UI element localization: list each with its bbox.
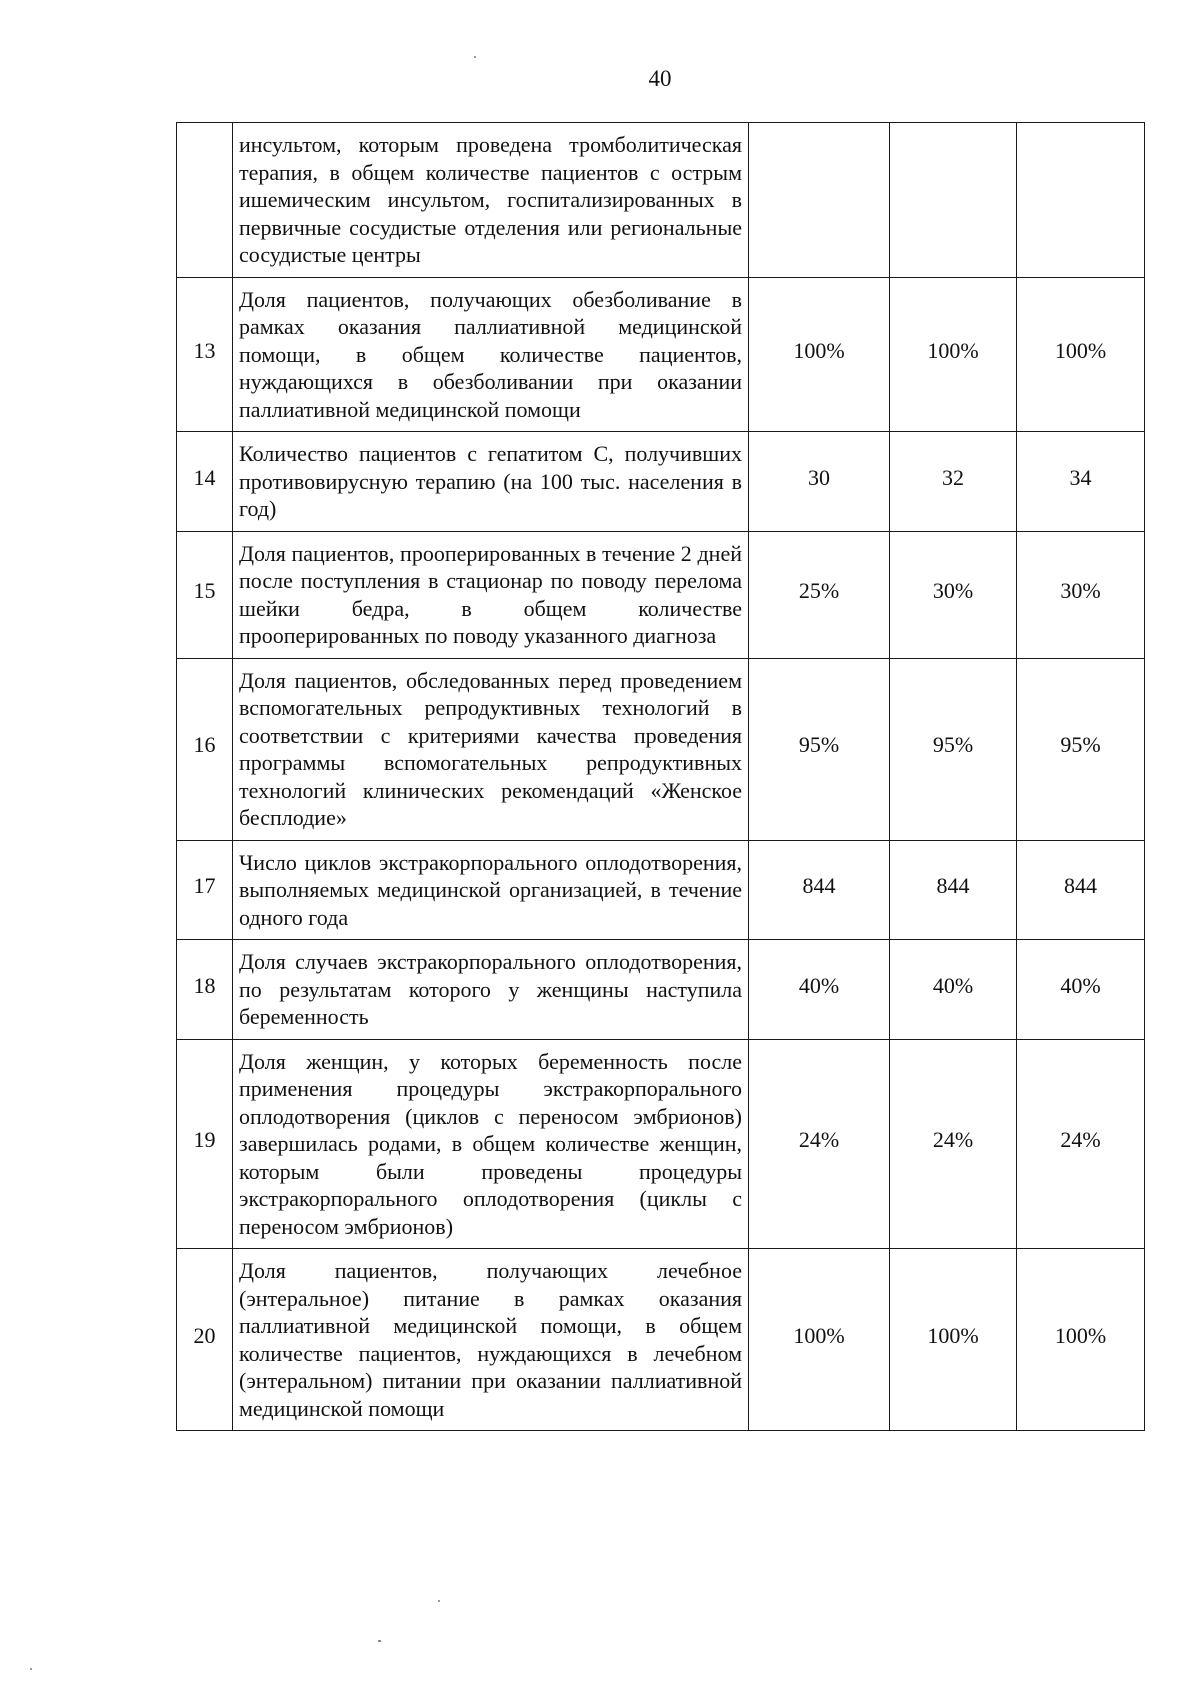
value-cell-3: [1017, 940, 1145, 1040]
indicator-name-cell: [233, 940, 749, 1040]
value-cell-2: [890, 277, 1017, 432]
indicator-name-text: Доля пациентов, получающих лечебное (энтеральное) питание в рамках оказания паллиативной медицинской помощи, в общем количестве пациентов, нуждающихся в лечебном (энтеральном) питании при оказании паллиативной медицинской помощи: [239, 1258, 742, 1421]
table-row: [177, 432, 1145, 532]
value-cell-2: [890, 1249, 1017, 1431]
value-text-3: [1017, 196, 1144, 204]
page-number: 40: [648, 66, 672, 91]
value-text-2: 100%: [927, 337, 979, 363]
value-text-1: 25%: [798, 577, 840, 603]
row-number-cell: [177, 1249, 233, 1431]
row-number-text: 17: [193, 873, 216, 898]
value-text-3: 30%: [1060, 577, 1101, 603]
row-number-text: 13: [193, 337, 216, 363]
row-number-cell: [177, 1039, 233, 1249]
value-text-2: 95%: [932, 732, 974, 758]
value-text-3: 40%: [1060, 972, 1101, 998]
indicators-table-body: [177, 123, 1145, 1431]
indicator-name-text: Количество пациентов с гепатитом С, получивших противовирусную терапию (на 100 тыс. населения в год): [239, 441, 742, 521]
table-row: [177, 1039, 1145, 1249]
value-cell-3: [1017, 840, 1145, 940]
indicator-name-cell: [233, 277, 749, 432]
row-number-text: 18: [193, 972, 216, 998]
value-cell-3: [1017, 123, 1145, 278]
table-row: [177, 940, 1145, 1040]
indicator-name-text: Доля пациентов, обследованных перед проведением вспомогательных репродуктивных технологий в соответствии с критериями качества проведения программы вспомогательных репродуктивных технологий клинических рекомендаций «Женское бесплодие»: [239, 667, 742, 830]
value-cell-2: [890, 531, 1017, 658]
value-text-2: 40%: [932, 972, 974, 998]
value-text-1: 844: [802, 873, 836, 898]
table-row: [177, 1249, 1145, 1431]
value-text-1: 95%: [798, 732, 840, 758]
indicator-name-text: Число циклов экстракорпорального оплодотворения, выполняемых медицинской организацией, в течение одного года: [239, 849, 742, 930]
table-row: [177, 658, 1145, 840]
indicator-name-text: Доля случаев экстракорпорального оплодотворения, по результатам которого у женщины наступила беременность: [239, 949, 742, 1029]
value-cell-3: [1017, 531, 1145, 658]
value-text-3: 24%: [1060, 1127, 1101, 1152]
row-number-cell: [177, 658, 233, 840]
value-cell-1: [749, 432, 890, 532]
value-cell-3: [1017, 1039, 1145, 1249]
table-row: [177, 277, 1145, 432]
value-text-2: [890, 196, 1016, 204]
value-text-3: 844: [1064, 873, 1097, 898]
scan-speck: [30, 1668, 32, 1670]
scan-speck: [474, 56, 476, 58]
scan-speck: [378, 1640, 381, 1642]
indicator-name-cell: [233, 1039, 749, 1249]
value-text-3: 100%: [1054, 1322, 1107, 1348]
value-text-2: 30%: [932, 577, 974, 603]
value-cell-1: [749, 1039, 890, 1249]
indicator-name-text: инсультом, которым проведена тромболитическая терапия, в общем количестве пациентов с острым ишемическим инсультом, госпитализированных в первичные сосудистые отделения или региональные сосудистые центры: [239, 132, 742, 267]
value-cell-3: [1017, 277, 1145, 432]
value-cell-2: [890, 658, 1017, 840]
value-cell-1: [749, 123, 890, 278]
indicator-name-text: Доля женщин, у которых беременность после применения процедуры экстракорпорального оплодотворения (циклов с переносом эмбрионов) завершилась родами, в общем количестве женщин, которым были проведены процедуры экстракорпорального оплодотворения (циклы с переносом эмбрионов): [239, 1048, 742, 1239]
table-row: [177, 123, 1145, 278]
indicator-name-cell: [233, 1249, 749, 1431]
value-text-3: 100%: [1054, 337, 1107, 363]
row-number-cell: [177, 432, 233, 532]
row-number-cell: [177, 940, 233, 1040]
value-cell-1: [749, 658, 890, 840]
value-cell-3: [1017, 658, 1145, 840]
value-text-1: 24%: [798, 1127, 840, 1152]
row-number-text: 20: [193, 1322, 216, 1348]
value-cell-2: [890, 1039, 1017, 1249]
indicator-name-text: Доля пациентов, прооперированных в течение 2 дней после поступления в стационар по поводу перелома шейки бедра, в общем количестве прооперированных по поводу указанного диагноза: [239, 540, 742, 648]
value-cell-1: [749, 840, 890, 940]
value-text-1: 40%: [798, 972, 840, 998]
table-row: [177, 531, 1145, 658]
value-cell-1: [749, 531, 890, 658]
row-number-text: 19: [193, 1127, 216, 1152]
value-cell-1: [749, 940, 890, 1040]
indicator-name-text: Доля пациентов, получающих обезболивание в рамках оказания паллиативной медицинской помощи, в общем количестве пациентов, нуждающихся в обезболивании при оказании паллиативной медицинской помощи: [239, 286, 742, 422]
indicator-name-cell: [233, 840, 749, 940]
row-number-cell: [177, 840, 233, 940]
value-cell-1: [749, 1249, 890, 1431]
value-cell-3: [1017, 432, 1145, 532]
indicator-name-cell: [233, 658, 749, 840]
value-text-3: 95%: [1060, 732, 1101, 758]
value-cell-3: [1017, 1249, 1145, 1431]
value-text-1: [749, 196, 889, 204]
row-number-cell: [177, 123, 233, 278]
value-cell-2: [890, 123, 1017, 278]
indicators-table: [176, 122, 1145, 1431]
indicator-name-cell: [233, 432, 749, 532]
value-text-2: 100%: [927, 1322, 979, 1348]
scan-speck: [438, 1600, 440, 1602]
value-cell-2: [890, 840, 1017, 940]
indicators-table-wrapper: [176, 122, 1140, 1431]
value-cell-2: [890, 432, 1017, 532]
value-cell-2: [890, 940, 1017, 1040]
value-text-2: 32: [942, 464, 964, 490]
value-text-1: 100%: [793, 337, 845, 363]
row-number-cell: [177, 531, 233, 658]
table-row: [177, 840, 1145, 940]
value-text-2: 844: [936, 873, 970, 898]
indicator-name-cell: [233, 123, 749, 278]
indicator-name-cell: [233, 531, 749, 658]
value-cell-1: [749, 277, 890, 432]
row-number-text: 15: [193, 577, 216, 603]
row-number-text: [177, 196, 232, 204]
value-text-1: 100%: [793, 1322, 845, 1348]
row-number-text: 16: [193, 732, 216, 758]
value-text-2: 24%: [932, 1127, 974, 1152]
row-number-cell: [177, 277, 233, 432]
value-text-3: 34: [1069, 464, 1092, 490]
row-number-text: 14: [193, 464, 216, 490]
value-text-1: 30: [808, 464, 830, 490]
